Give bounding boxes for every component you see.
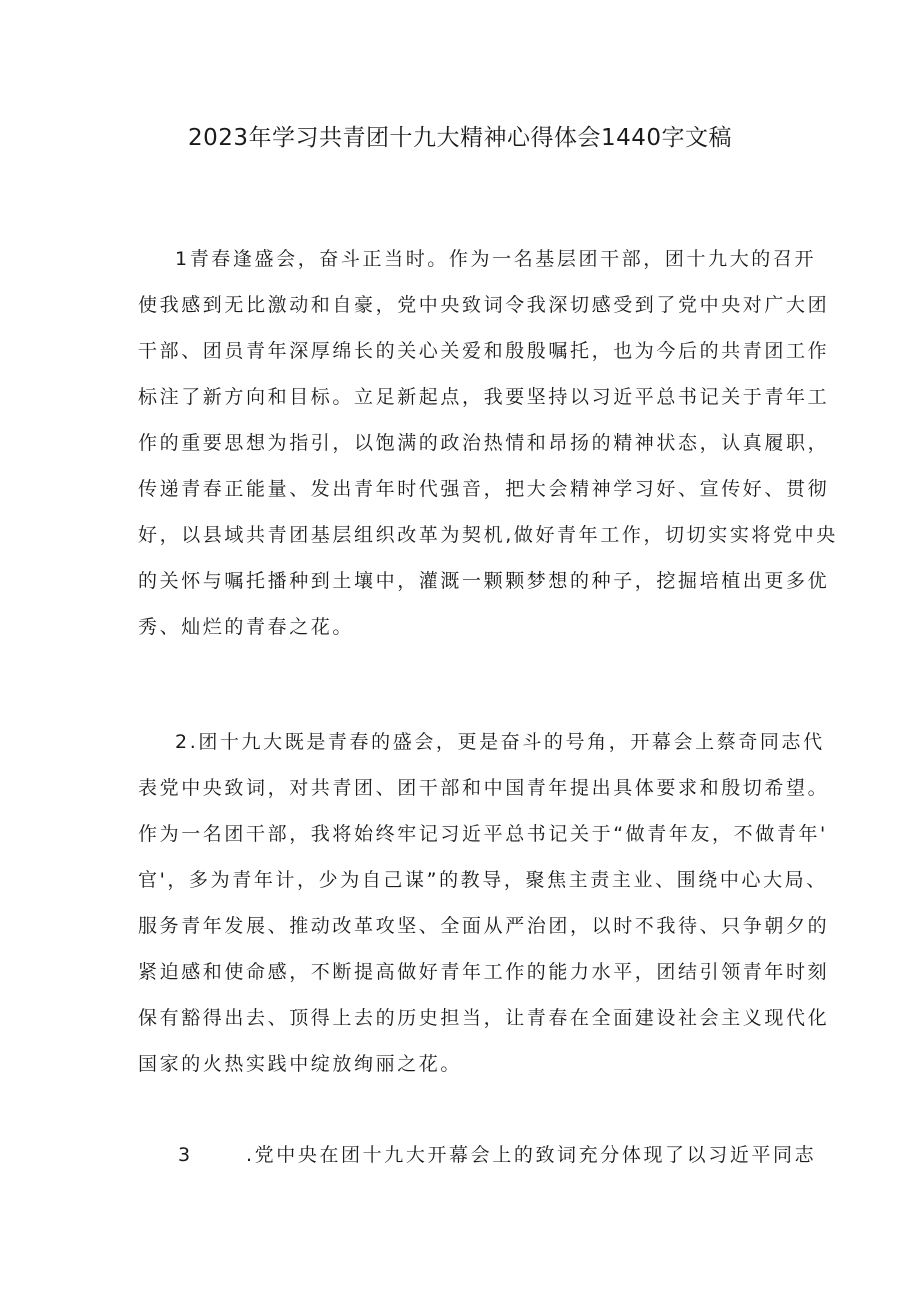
paragraph-2-line: 保有豁得出去、顶得上去的历史担当，让青春在全面建设社会主义现代化 [138,1007,830,1029]
paragraph-2-line: 官'，多为青年计，少为自己谋”的教导，聚焦主责主业、围绕中心大局、 [138,869,828,891]
document-title: 2023年学习共青团十九大精神心得体会1440字文稿 [187,125,733,151]
paragraph-1-line: 作的重要思想为指引，以饱满的政治热情和昂扬的精神状态，认真履职， [138,432,830,454]
paragraph-2-line: 服务青年发展、推动改革攻坚、全面从严治团，以时不我待、只争朝夕的 [138,915,830,937]
paragraph-2-line: 作为一名团干部，我将始终牢记习近平总书记关于“做青年友，不做青年' [138,823,828,845]
paragraph-2-line: 国家的火热实践中绽放绚丽之花。 [138,1053,463,1075]
paragraph-1-line: 的关怀与嘱托播种到土壤中，灌溉一颗颗梦想的种子，挖掘培植出更多优 [138,570,830,592]
paragraph-1-line: 干部、团员青年深厚绵长的关心关爱和殷殷嘱托，也为今后的共青团工作 [138,340,830,362]
paragraph-1-line: 标注了新方向和目标。立足新起点，我要坚持以习近平总书记关于青年工 [138,386,830,408]
paragraph-3-line: .党中央在团十九大开幕会上的致词充分体现了以习近平同志 [246,1144,817,1166]
paragraph-1-line: 传递青春正能量、发出青年时代强音，把大会精神学习好、宣传好、贯彻 [138,478,830,500]
paragraph-1-line: 好，以县域共青团基层组织改革为契机,做好青年工作，切切实实将党中央 [138,524,838,546]
paragraph-2-line: 2.团十九大既是青春的盛会，更是奋斗的号角，开幕会上蔡奇同志代 [175,731,825,753]
paragraph-2-line: 表党中央致词，对共青团、团干部和中国青年提出具体要求和殷切希望。 [138,777,830,799]
paragraph-3-number: 3 [178,1144,191,1166]
paragraph-1-line: 1青春逢盛会，奋斗正当时。作为一名基层团干部，团十九大的召开 [175,248,817,270]
paragraph-1-line: 秀、灿烂的青春之花。 [138,616,355,638]
paragraph-1-line: 使我感到无比激动和自豪，党中央致词令我深切感受到了党中央对广大团 [138,294,830,316]
paragraph-2-line: 紧迫感和使命感，不断提高做好青年工作的能力水平，团结引领青年时刻 [138,961,830,983]
